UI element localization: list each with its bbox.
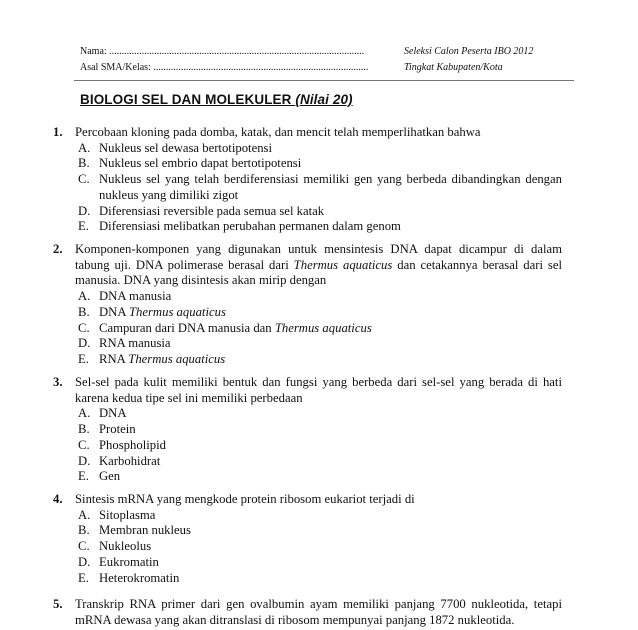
option-d bbox=[78, 555, 562, 571]
section-title-text: BIOLOGI SEL DAN MOLEKULER bbox=[80, 92, 292, 107]
option-text: Nukleus sel yang telah berdiferensiasi memiliki gen yang berbeda dibandingkan dengan nukleus yang dimiliki zigot bbox=[99, 172, 562, 202]
option-a bbox=[78, 141, 562, 157]
event-title: Seleksi Calon Peserta IBO 2012 bbox=[404, 46, 534, 57]
option-label: A. bbox=[78, 289, 91, 304]
name-field-label: Nama: ...................................................................................................... bbox=[80, 46, 365, 57]
section-title bbox=[80, 92, 353, 107]
question-number: 5. bbox=[53, 597, 63, 611]
question-number: 3. bbox=[53, 375, 63, 389]
option-text: Membran nukleus bbox=[99, 523, 191, 538]
option-a bbox=[78, 508, 562, 524]
option-d bbox=[78, 336, 562, 352]
option-text: Karbohidrat bbox=[99, 453, 161, 468]
header-row-2 bbox=[80, 60, 574, 76]
question-number: 2. bbox=[53, 242, 63, 256]
option-label: B. bbox=[78, 304, 90, 319]
option-e bbox=[78, 352, 562, 368]
option-text-plain: Campuran dari DNA manusia dan bbox=[99, 320, 275, 335]
option-label: D. bbox=[78, 336, 91, 351]
option-text: Phospholipid bbox=[99, 437, 166, 452]
option-text: Eukromatin bbox=[99, 554, 159, 569]
option-text: Nukleus sel embrio dapat bertotipotensi bbox=[99, 156, 302, 171]
option-list bbox=[78, 406, 562, 485]
option-text: DNA bbox=[99, 406, 127, 421]
header-row-1 bbox=[80, 44, 574, 60]
option-label: C. bbox=[78, 437, 90, 452]
option-label: E. bbox=[78, 469, 89, 484]
option-text-plain: RNA manusia bbox=[99, 336, 171, 351]
option-text bbox=[99, 305, 562, 321]
section-score: (Nilai 20) bbox=[295, 92, 353, 107]
option-label: D. bbox=[78, 554, 91, 569]
option-text: Gen bbox=[99, 469, 121, 484]
question-3 bbox=[40, 375, 562, 485]
option-label: A. bbox=[78, 140, 91, 155]
option-text bbox=[99, 289, 562, 305]
option-b bbox=[78, 523, 562, 539]
option-list bbox=[78, 508, 562, 587]
question-stem: Sintesis mRNA yang mengkode protein ribosom eukariot terjadi di bbox=[75, 492, 415, 506]
option-text: Protein bbox=[99, 422, 136, 437]
question-stem: Sel-sel pada kulit memiliki bentuk dan fungsi yang berbeda dari sel-sel yang berada di hati karena kedua tipe sel ini memiliki perbedaan bbox=[75, 375, 562, 405]
option-label: B. bbox=[78, 523, 90, 538]
stem-part-1: Komponen-komponen yang digunakan untuk mensintesis DNA dapat dicampur di dalam tabung uji. DNA polimerase berasal dari bbox=[75, 242, 562, 272]
option-text: Diferensiasi reversible pada semua sel katak bbox=[99, 203, 325, 218]
option-label: C. bbox=[78, 539, 90, 554]
page-header bbox=[80, 44, 574, 76]
question-4 bbox=[40, 492, 562, 586]
option-label: A. bbox=[78, 507, 91, 522]
option-c bbox=[78, 172, 562, 203]
question-1 bbox=[40, 125, 562, 235]
option-text-italic: Thermus aquaticus bbox=[128, 351, 226, 366]
option-label: B. bbox=[78, 422, 90, 437]
school-field-label: Asal SMA/Kelas: ...................................................................................... bbox=[80, 62, 369, 73]
option-text bbox=[99, 321, 562, 337]
option-text-plain: RNA bbox=[99, 351, 129, 366]
question-5 bbox=[40, 597, 562, 628]
option-label: B. bbox=[78, 156, 90, 171]
option-b bbox=[78, 156, 562, 172]
option-label: C. bbox=[78, 320, 90, 335]
level-label: Tingkat Kabupaten/Kota bbox=[404, 62, 503, 73]
question-number: 4. bbox=[53, 492, 63, 506]
question-stem: Transkrip RNA primer dari gen ovalbumin ayam memiliki panjang 7700 nukleotida, tetapi mRNA dewasa yang akan ditranslasi di ribosom mempunyai panjang 1872 nukleotida. bbox=[75, 597, 562, 627]
option-label: E. bbox=[78, 351, 89, 366]
option-b bbox=[78, 422, 562, 438]
option-text-plain: DNA manusia bbox=[99, 289, 172, 304]
option-e bbox=[78, 219, 562, 235]
option-c bbox=[78, 438, 562, 454]
question-2 bbox=[40, 242, 562, 368]
option-text bbox=[99, 352, 562, 368]
option-label: D. bbox=[78, 203, 91, 218]
question-stem bbox=[75, 242, 562, 289]
option-text-plain: DNA bbox=[99, 304, 129, 319]
option-b bbox=[78, 305, 562, 321]
option-a bbox=[78, 406, 562, 422]
option-text: Nukleolus bbox=[99, 539, 152, 554]
option-d bbox=[78, 204, 562, 220]
option-a bbox=[78, 289, 562, 305]
question-stem: Percobaan kloning pada domba, katak, dan mencit telah memperlihatkan bahwa bbox=[75, 125, 481, 139]
option-d bbox=[78, 454, 562, 470]
header-divider bbox=[74, 80, 574, 81]
option-c bbox=[78, 321, 562, 337]
option-text: Heterokromatin bbox=[99, 570, 180, 585]
question-number: 1. bbox=[53, 125, 63, 139]
option-label: A. bbox=[78, 406, 91, 421]
option-text: Nukleus sel dewasa bertotipotensi bbox=[99, 140, 273, 155]
option-text-italic: Thermus aquaticus bbox=[274, 320, 372, 335]
option-e bbox=[78, 469, 562, 485]
stem-species-name: Thermus aquaticus bbox=[293, 257, 393, 272]
option-text: Diferensiasi melibatkan perubahan permanen dalam genom bbox=[99, 219, 401, 234]
option-label: C. bbox=[78, 172, 90, 187]
option-list bbox=[78, 141, 562, 235]
option-label: D. bbox=[78, 453, 91, 468]
option-label: E. bbox=[78, 219, 89, 234]
option-text: Sitoplasma bbox=[99, 507, 156, 522]
option-c bbox=[78, 539, 562, 555]
option-label: E. bbox=[78, 570, 89, 585]
option-text bbox=[99, 336, 562, 352]
option-text-italic: Thermus aquaticus bbox=[128, 304, 226, 319]
stem-part-2: dan cetakannya berasal dari sel manusia. DNA yang disintesis akan mirip dengan bbox=[75, 257, 563, 288]
option-e bbox=[78, 571, 562, 587]
option-list bbox=[78, 289, 562, 368]
